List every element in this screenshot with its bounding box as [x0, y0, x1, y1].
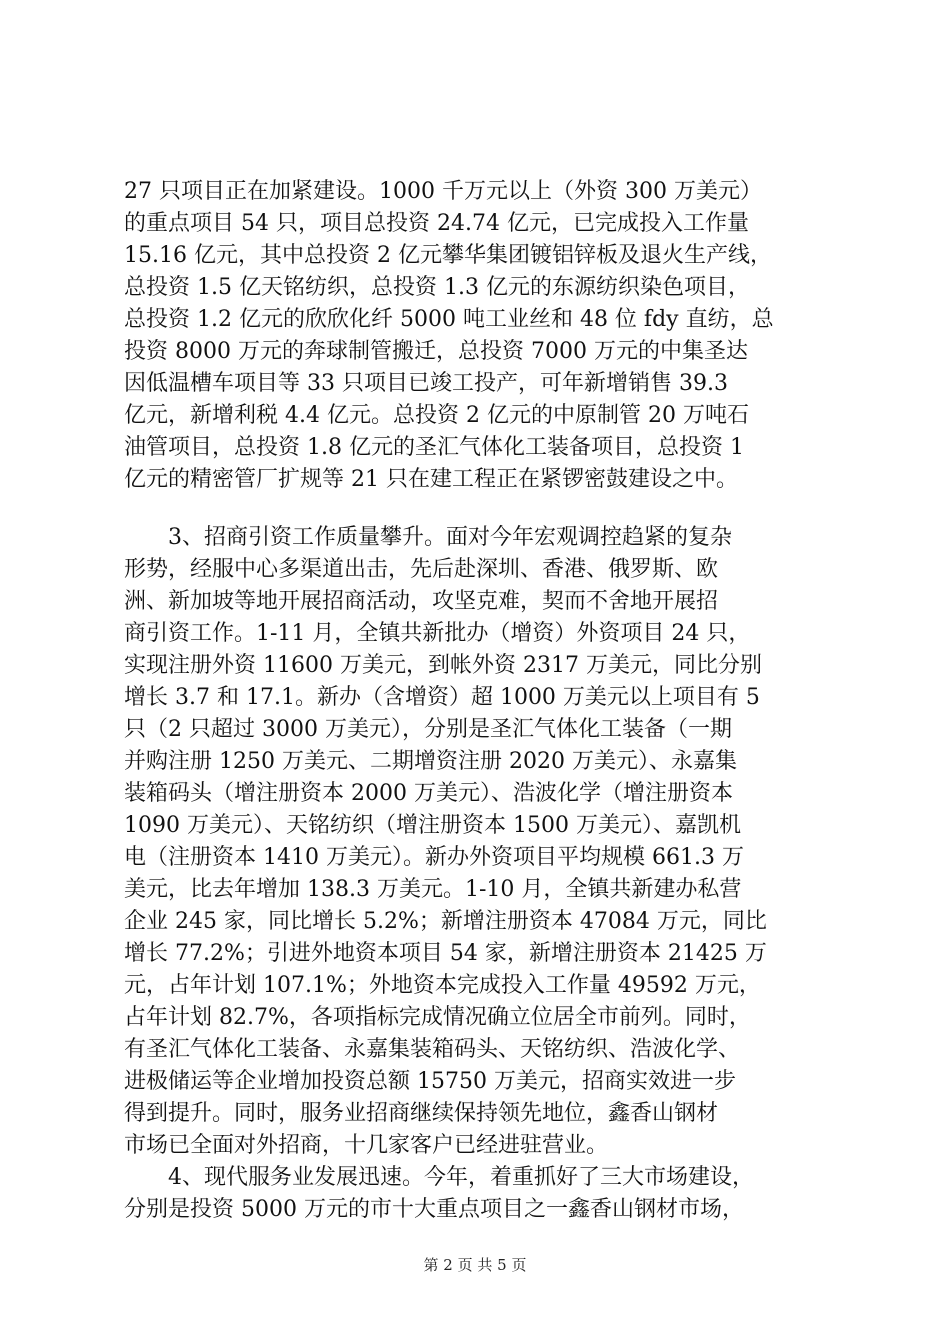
page-number-footer: 第 2 页 共 5 页	[423, 1256, 527, 1274]
text-line: 总投资 1.2 亿元的欣欣化纤 5000 吨工业丝和 48 位 fdy 直纺，总	[124, 307, 774, 332]
text-line: 进极储运等企业增加投资总额 15750 万美元，招商实效进一步	[124, 1069, 736, 1094]
text-line: 企业 245 家，同比增长 5.2%；新增注册资本 47084 万元，同比	[124, 909, 767, 934]
text-line: 分别是投资 5000 万元的市十大重点项目之一鑫香山钢材市场，	[124, 1197, 744, 1222]
text-line: 27 只项目正在加紧建设。1000 千万元以上（外资 300 万美元）	[124, 179, 762, 204]
text-line: 洲、新加坡等地开展招商活动，攻坚克难，契而不舍地开展招	[124, 589, 719, 614]
text-line: 占年计划 82.7%，各项指标完成情况确立位居全市前列。同时，	[124, 1005, 751, 1030]
text-line: 亿元，新增利税 4.4 亿元。总投资 2 亿元的中原制管 20 万吨石	[124, 403, 749, 428]
document-body	[124, 176, 840, 1226]
paragraph-3	[124, 1162, 840, 1226]
text-line: 有圣汇气体化工装备、永嘉集装箱码头、天铭纺织、浩波化学、	[124, 1037, 741, 1062]
text-line: 总投资 1.5 亿天铭纺织，总投资 1.3 亿元的东源纺织染色项目，	[124, 275, 750, 300]
text-line: 的重点项目 54 只，项目总投资 24.74 亿元，已完成投入工作量	[124, 211, 749, 236]
text-line: 形势，经服中心多渠道出击，先后赴深圳、香港、俄罗斯、欧	[124, 557, 719, 582]
paragraph-1	[124, 176, 840, 496]
text-line: 3、招商引资工作质量攀升。面对今年宏观调控趋紧的复杂	[124, 525, 732, 550]
text-line: 投资 8000 万元的奔球制管搬迁，总投资 7000 万元的中集圣达	[124, 339, 748, 364]
text-line: 只（2 只超过 3000 万美元），分别是圣汇气体化工装备（一期	[124, 717, 732, 742]
text-line: 1090 万美元）、天铭纺织（增注册资本 1500 万美元）、嘉凯机	[124, 813, 741, 838]
text-line: 增长 3.7 和 17.1。新办（含增资）超 1000 万美元以上项目有 5	[124, 685, 760, 710]
text-line: 亿元的精密管厂扩规等 21 只在建工程正在紧锣密鼓建设之中。	[124, 467, 738, 492]
text-line: 得到提升。同时，服务业招商继续保持领先地位，鑫香山钢材	[124, 1101, 719, 1126]
text-line: 电（注册资本 1410 万美元）。新办外资项目平均规模 661.3 万	[124, 845, 744, 870]
text-line: 装箱码头（增注册资本 2000 万美元）、浩波化学（增注册资本	[124, 781, 733, 806]
text-line: 油管项目，总投资 1.8 亿元的圣汇气体化工装备项目，总投资 1	[124, 435, 744, 460]
text-line: 4、现代服务业发展迅速。今年，着重抓好了三大市场建设，	[124, 1165, 754, 1190]
text-line: 并购注册 1250 万美元、二期增资注册 2020 万美元）、永嘉集	[124, 749, 737, 774]
text-line: 美元，比去年增加 138.3 万美元。1-10 月，全镇共新建办私营	[124, 877, 742, 902]
text-line: 15.16 亿元，其中总投资 2 亿元攀华集团镀铝锌板及退火生产线，	[124, 243, 772, 268]
paragraph-2	[124, 522, 840, 1162]
paragraph-gap	[124, 496, 840, 522]
text-line: 因低温槽车项目等 33 只项目已竣工投产，可年新增销售 39.3	[124, 371, 728, 396]
text-line: 商引资工作。1-11 月，全镇共新批办（增资）外资项目 24 只，	[124, 621, 751, 646]
text-line: 实现注册外资 11600 万美元，到帐外资 2317 万美元，同比分别	[124, 653, 762, 678]
text-line: 增长 77.2%；引进外地资本项目 54 家，新增注册资本 21425 万	[124, 941, 767, 966]
text-line: 市场已全面对外招商，十几家客户已经进驻营业。	[124, 1133, 609, 1158]
text-line: 元，占年计划 107.1%；外地资本完成投入工作量 49592 万元，	[124, 973, 761, 998]
